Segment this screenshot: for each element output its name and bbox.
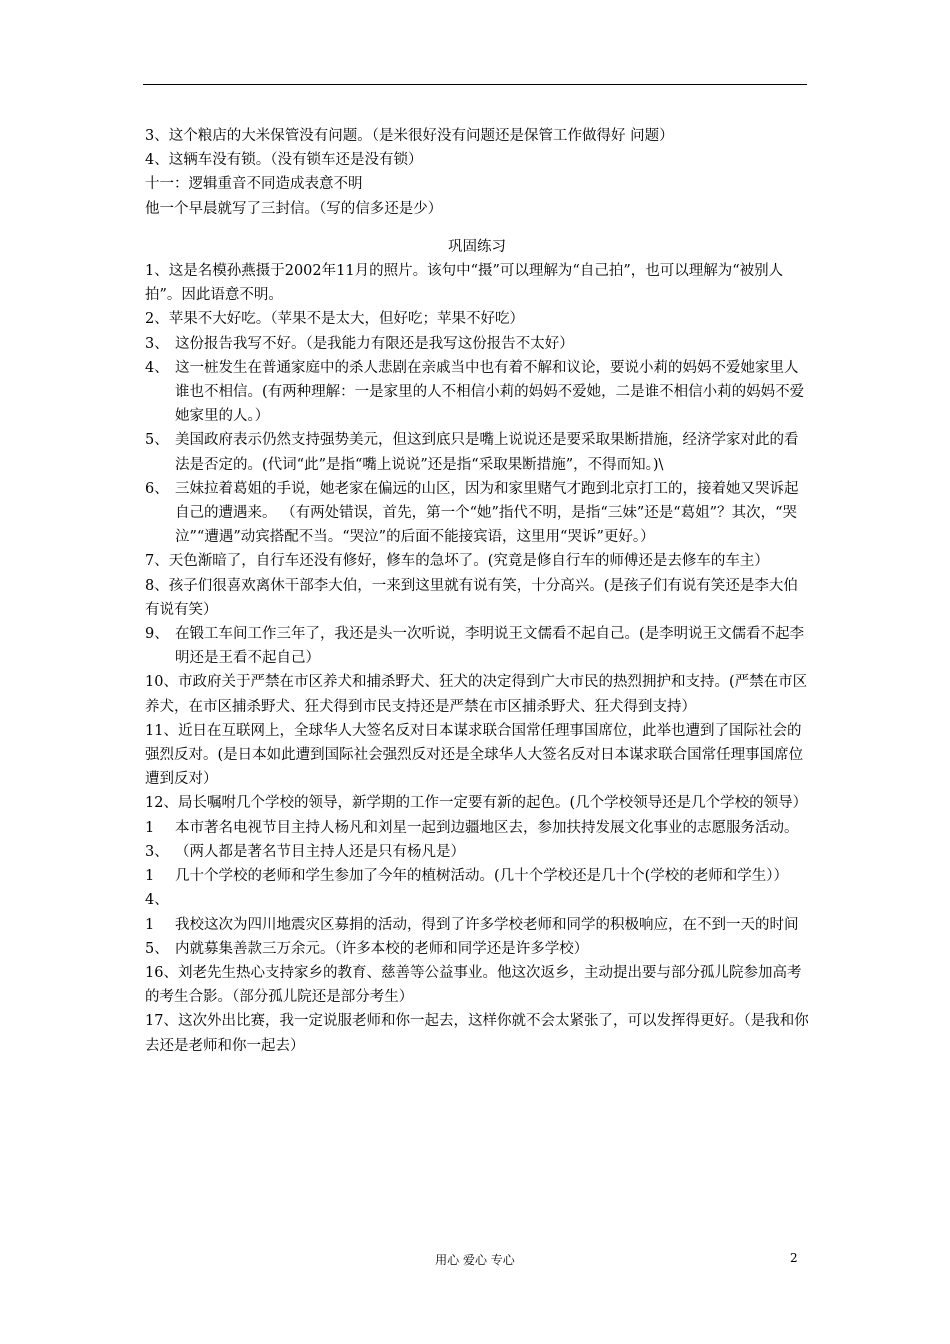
section-title: 巩固练习	[448, 238, 506, 255]
exercise-number: 4、	[145, 359, 169, 376]
footer-motto: 用心 爱心 专心	[435, 1253, 515, 1267]
exercise-text: 几十个学校的老师和学生参加了今年的植树活动。(几十个学校还是几十个(学校的老师和学生））	[175, 868, 789, 885]
exercise-text: 本市著名电视节目主持人杨凡和刘星一起到边疆地区去，参加扶持发展文化事业的志愿服务活动。（两人都是著名节目主持人还是只有杨凡是）	[175, 819, 799, 860]
exercise-item: 10、市政府关于严禁在市区养犬和捕杀野犬、狂犬的决定得到广大市民的热烈拥护和支持。(严禁在市区养犬，在市区捕杀野犬、狂犬得到市民支持还是严禁在市区捕杀野犬、狂犬得到支持）	[145, 674, 808, 715]
exercise-item	[145, 913, 809, 961]
exercise-item	[145, 477, 809, 550]
exercise-item	[145, 428, 809, 476]
intro-line: 4、这辆车没有锁。（没有锁车还是没有锁）	[145, 152, 423, 169]
exercise-item: 12、局长嘱咐几个学校的领导，新学期的工作一定要有新的起色。(几个学校领导还是几个学校的领导）	[145, 795, 808, 812]
exercise-number: 13、	[145, 819, 169, 860]
exercise-text: 三妹拉着葛姐的手说，她老家在偏远的山区，因为和家里赌气才跑到北京打工的，接着她又哭诉起自己的遭遇来。 （有两处错误，首先，第一个“她”指代不明，是指“三妹”还是“葛姐”？其次，“哭泣”“遭遇”动宾搭配不当。“哭泣”的后面不能接宾语，这里用“哭诉”更好。）	[175, 480, 799, 546]
intro-line: 3、这个粮店的大米保管没有问题。（是米很好没有问题还是保管工作做得好 问题）	[145, 128, 674, 144]
document-body	[145, 124, 809, 1058]
exercise-item: 7、天色渐暗了，自行车还没有修好，修车的急坏了。(究竟是修自行车的师傅还是去修车的车主）	[145, 553, 769, 570]
page-number: 2	[790, 1251, 798, 1265]
exercise-text: 美国政府表示仍然支持强势美元，但这到底只是嘴上说说还是要采取果断措施，经济学家对此的看法是否定的。(代词“此”是指“嘴上说说”还是指“采取果断措施”，不得而知。)\	[175, 432, 799, 473]
exercise-list	[145, 259, 809, 1058]
exercise-item	[145, 864, 809, 912]
exercise-item: 11、近日在互联网上，全球华人大签名反对日本谋求联合国常任理事国席位，此举也遭到了国际社会的强烈反对。(是日本如此遭到国际社会强烈反对还是全球华人大签名反对日本谋求联合国常任理事国席位遭到反对）	[145, 722, 804, 788]
exercise-text: 我校这次为四川地震灾区募捐的活动，得到了许多学校老师和同学的积极响应，在不到一天的时间内就募集善款三万余元。（许多本校的老师和同学还是许多学校）	[175, 916, 799, 957]
exercise-text: 这一桩发生在普通家庭中的杀人悲剧在亲戚当中也有着不解和议论，要说小莉的妈妈不爱她家里人谁也不相信。(有两种理解：一是家里的人不相信小莉的妈妈不爱她，二是谁不相信小莉的妈妈不爱她家里的人。）	[175, 359, 805, 425]
exercise-item	[145, 622, 809, 670]
intro-line: 他一个早晨就写了三封信。（写的信多还是少）	[145, 200, 443, 217]
exercise-item	[145, 816, 809, 864]
exercise-number: 3、	[145, 335, 169, 352]
exercise-number: 9、	[145, 626, 169, 643]
exercise-item: 17、这次外出比赛，我一定说服老师和你一起去，这样你就不会太紧张了，可以发挥得更好。（是我和你去还是老师和你一起去）	[145, 1013, 809, 1054]
exercise-text: 这份报告我写不好。（是我能力有限还是我写这份报告不太好）	[175, 335, 574, 352]
exercise-text: 在锻工车间工作三年了，我还是头一次听说，李明说王文儒看不起自己。(是李明说王文儒看不起李明还是王看不起自己）	[175, 626, 805, 667]
exercise-item: 16、刘老先生热心支持家乡的教育、慈善等公益事业。他这次返乡，主动提出要与部分孤儿院参加高考的考生合影。（部分孤儿院还是部分考生）	[145, 964, 802, 1006]
exercise-item	[145, 332, 809, 356]
exercise-item	[145, 356, 809, 429]
exercise-item: 8、孩子们很喜欢离休干部李大伯，一来到这里就有说有笑，十分高兴。(是孩子们有说有笑还是李大伯有说有笑）	[145, 577, 798, 618]
exercise-number: 14、	[145, 868, 169, 909]
exercise-number: 15、	[145, 916, 169, 957]
section-heading-logic-stress: 十一：逻辑重音不同造成表意不明	[145, 176, 363, 193]
exercise-number: 5、	[145, 432, 169, 449]
exercise-item: 2、苹果不大好吃。（苹果不是太大，但好吃；苹果不好吃）	[145, 311, 524, 328]
exercise-item: 1、这是名模孙燕摄于2002年11月的照片。该句中“摄”可以理解为“自己拍”，也可以理解为“被别人拍”。因此语意不明。	[145, 263, 784, 304]
exercise-number: 6、	[145, 480, 169, 497]
header-rule	[143, 84, 807, 85]
